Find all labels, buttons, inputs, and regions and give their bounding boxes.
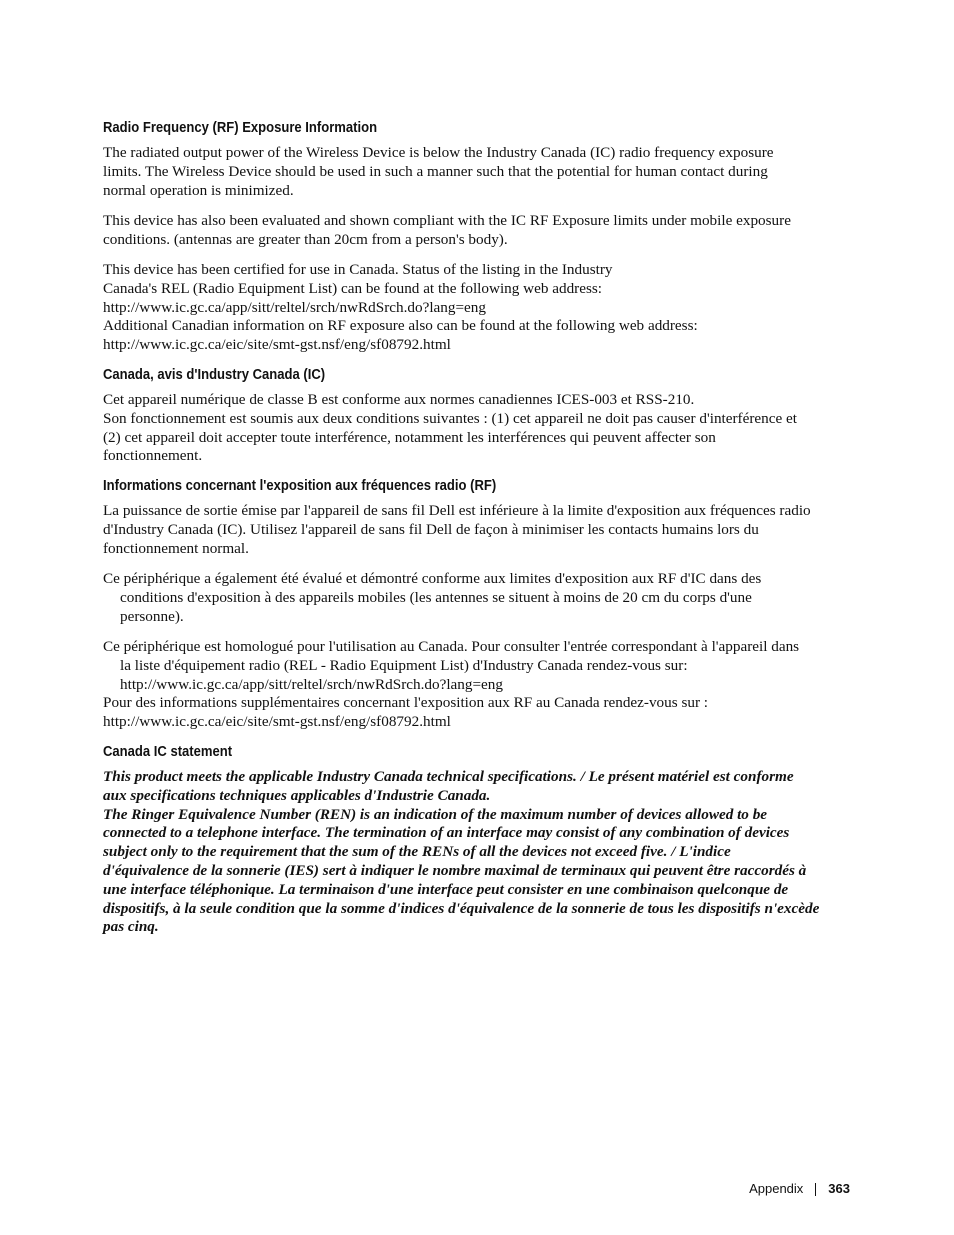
text-line: personne).	[120, 607, 184, 625]
document-body	[103, 119, 855, 937]
paragraph	[103, 502, 855, 558]
text-line: La puissance de sortie émise par l'appareil de sans fil Dell est inférieure à la limite d'exposition aux fréquences radio	[103, 502, 811, 520]
text-line: une interface téléphonique. La terminaison d'une interface peut consister en une combinaison quelconque de	[103, 880, 789, 898]
text-line: subject only to the requirement that the sum of the RENs of all the devices not exceed five. / L'indice	[103, 843, 731, 861]
footer-label: Appendix	[749, 1181, 804, 1196]
paragraph	[103, 638, 855, 732]
url-text: http://www.ic.gc.ca/eic/site/smt-gst.nsf/eng/sf08792.html	[103, 713, 451, 731]
text-line: pas cinq.	[103, 918, 159, 936]
footer-separator	[815, 1183, 816, 1196]
text-line: aux specifications techniques applicables d'Industrie Canada.	[103, 786, 491, 804]
paragraph	[103, 144, 855, 200]
text-line: Ce périphérique a également été évalué et démontré conforme aux limites d'exposition aux RF d'IC dans des	[103, 570, 762, 588]
paragraph	[103, 212, 855, 250]
url-text: http://www.ic.gc.ca/app/sitt/reltel/srch/nwRdSrch.do?lang=eng	[103, 298, 486, 316]
text-line: conditions. (antennas are greater than 20cm from a person's body).	[103, 230, 508, 248]
text-line: Additional Canadian information on RF exposure also can be found at the following web address:	[103, 317, 698, 335]
text-line: limits. The Wireless Device should be used in such a manner such that the potential for human contact during	[103, 162, 768, 180]
text-line: This product meets the applicable Industry Canada technical specifications. / Le présent matériel est conforme	[103, 767, 794, 785]
text-line: connected to a telephone interface. The termination of an interface may consist of any combination of devices	[103, 824, 790, 842]
text-line: Canada's REL (Radio Equipment List) can be found at the following web address:	[103, 279, 603, 297]
text-line: la liste d'équipement radio (REL - Radio Equipment List) d'Industry Canada rendez-vous sur:	[120, 656, 688, 674]
text-line: fonctionnement.	[103, 447, 203, 465]
text-line: fonctionnement normal.	[103, 539, 249, 557]
page-number: 363	[828, 1181, 850, 1196]
url-text: http://www.ic.gc.ca/eic/site/smt-gst.nsf/eng/sf08792.html	[103, 336, 451, 354]
section-heading-canada-ic-statement: Canada IC statement	[103, 743, 233, 760]
section-heading-rf-exposure: Radio Frequency (RF) Exposure Information	[103, 120, 378, 136]
text-line: The radiated output power of the Wireless Device is below the Industry Canada (IC) radio frequency exposure	[103, 144, 774, 161]
text-line: The Ringer Equivalence Number (REN) is an indication of the maximum number of devices allowed to be	[103, 805, 768, 823]
section-heading-avis-industry-canada: Canada, avis d'Industry Canada (IC)	[103, 366, 326, 383]
section-heading-exposition-rf: Informations concernant l'exposition aux fréquences radio (RF)	[103, 478, 497, 495]
text-line: d'Industry Canada (IC). Utilisez l'appareil de sans fil Dell de façon à minimiser les contacts humains lors du	[103, 520, 759, 538]
text-line: Pour des informations supplémentaires concernant l'exposition aux RF au Canada rendez-vous sur :	[103, 694, 709, 712]
text-line: d'équivalence de la sonnerie (IES) sert à indiquer le nombre maximal de terminaux qui peuvent être raccordés à	[103, 861, 807, 879]
text-line: normal operation is minimized.	[103, 181, 294, 199]
text-line: Cet appareil numérique de classe B est conforme aux normes canadiennes ICES-003 et RSS-210.	[103, 390, 695, 408]
text-line: (2) cet appareil doit accepter toute interférence, notamment les interférences qui peuvent affecter son	[103, 428, 716, 446]
text-line: Ce périphérique est homologué pour l'utilisation au Canada. Pour consulter l'entrée correspondant à l'appareil dans	[103, 637, 800, 655]
text-line: This device has been certified for use in Canada. Status of the listing in the Industry	[103, 260, 613, 278]
statement-paragraph	[103, 768, 855, 937]
text-line: conditions d'exposition à des appareils mobiles (les antennes se situent à moins de 20 cm du corps d'une	[120, 588, 752, 606]
text-line: This device has also been evaluated and shown compliant with the IC RF Exposure limits under mobile exposure	[103, 211, 791, 229]
url-text: http://www.ic.gc.ca/app/sitt/reltel/srch/nwRdSrch.do?lang=eng	[120, 675, 503, 693]
text-line: Son fonctionnement est soumis aux deux conditions suivantes : (1) cet appareil ne doit pas causer d'interférence et	[103, 409, 797, 427]
paragraph	[103, 261, 855, 355]
text-line: dispositifs, à la seule condition que la somme d'indices d'équivalence de la sonnerie de tous les dispositifs n'excède	[103, 899, 820, 917]
paragraph	[103, 391, 855, 466]
page-footer	[749, 1180, 850, 1198]
paragraph	[103, 570, 855, 626]
